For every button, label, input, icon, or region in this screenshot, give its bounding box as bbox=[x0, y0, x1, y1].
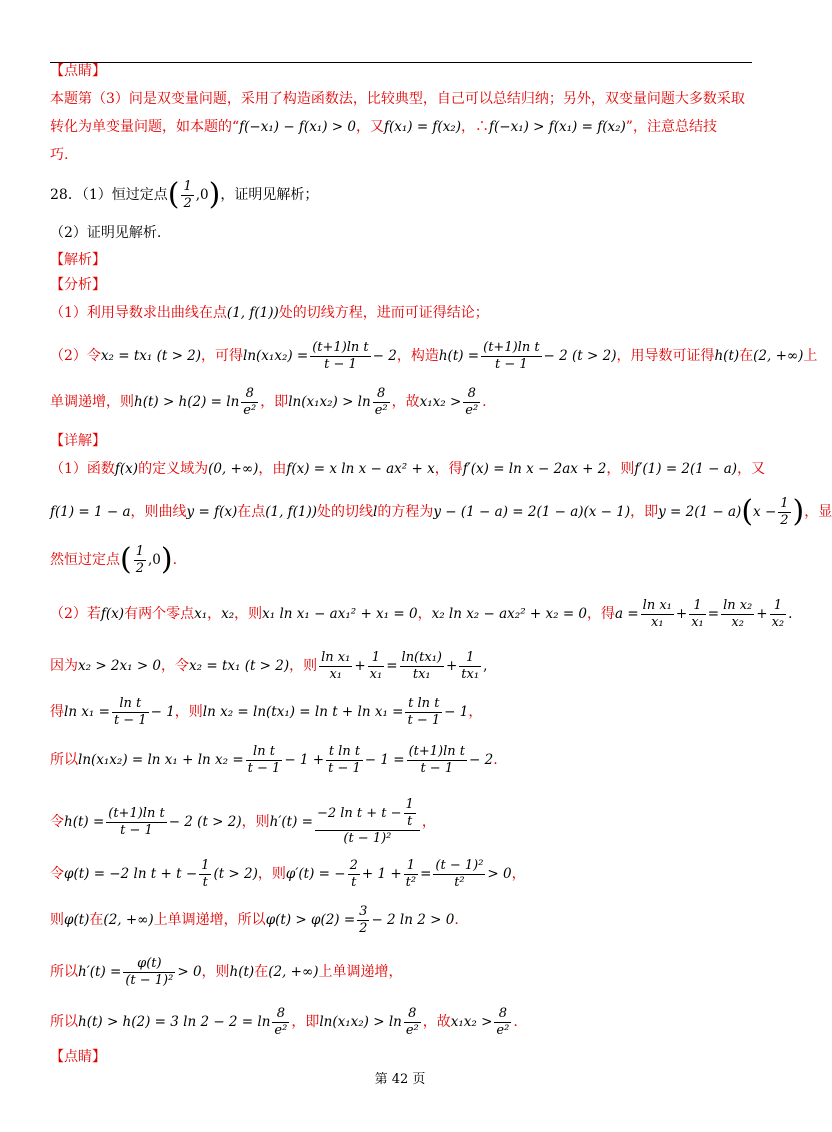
fraction bbox=[272, 1006, 289, 1039]
analysis-text: ，即 bbox=[260, 394, 289, 410]
math-expr: h(t) bbox=[714, 348, 740, 364]
math-expr: x − bbox=[753, 504, 777, 520]
numerator: 2 bbox=[349, 857, 358, 873]
math-expr: h(t) > h(2) = ln bbox=[134, 394, 240, 410]
math-expr: h(t) > h(2) = 3 ln 2 − 2 = ln bbox=[78, 1014, 271, 1030]
detail-line-11 bbox=[50, 954, 752, 990]
analysis-text: ，用导数可证得 bbox=[616, 348, 715, 364]
detail-text: 令 bbox=[50, 814, 64, 830]
math-expr: ln(x₁x₂) > ln bbox=[319, 1014, 402, 1030]
plus-sign: + bbox=[445, 658, 458, 674]
detail-text: 在点 bbox=[237, 504, 266, 520]
answer-text: ，证明见解析； bbox=[220, 187, 319, 203]
math-expr: f(x₁) = f(x₂) bbox=[383, 119, 461, 135]
equals-sign: = bbox=[386, 658, 398, 674]
detail-text: ，则 bbox=[606, 461, 635, 477]
denominator: (t − 1)² bbox=[125, 972, 174, 988]
answer-28-part1 bbox=[50, 178, 752, 212]
denominator: tx₁ bbox=[461, 666, 480, 682]
answer-text: （2）证明见解析. bbox=[50, 225, 162, 241]
detail-line-1 bbox=[50, 460, 766, 478]
denominator: x₂ bbox=[771, 614, 785, 630]
detail-text: 在 bbox=[254, 964, 269, 980]
numerator bbox=[315, 797, 420, 831]
math-expr: (1, f(1)) bbox=[265, 504, 318, 520]
math-expr: y = 2(1 − a) bbox=[658, 504, 742, 520]
tip-heading-text: 【点睛】 bbox=[50, 63, 106, 79]
detail-text: 处的切线 bbox=[317, 504, 374, 520]
fraction bbox=[433, 858, 485, 891]
fraction bbox=[407, 744, 467, 777]
math-expr: − 2 (t > 2) bbox=[168, 814, 242, 830]
numerator: 8 bbox=[494, 1006, 511, 1023]
section-heading: 【点睛】 bbox=[50, 1049, 106, 1065]
analysis-text: ，可得 bbox=[201, 348, 244, 364]
detail-line-3 bbox=[50, 542, 752, 578]
fraction bbox=[319, 650, 352, 683]
math-expr: ln x₁ = bbox=[64, 704, 110, 720]
math-expr: (t > 2) bbox=[213, 866, 258, 882]
detail-line-6 bbox=[50, 694, 752, 730]
math-expr: ln(x₁x₂) = ln x₁ + ln x₂ = bbox=[78, 752, 244, 768]
fenxi-line-3 bbox=[50, 384, 752, 420]
detail-text: ，令 bbox=[161, 658, 190, 674]
math-expr: y − (1 − a) = 2(1 − a)(x − 1) bbox=[433, 504, 631, 520]
denominator: x₁ bbox=[329, 666, 343, 682]
denominator: t − 1 bbox=[247, 760, 281, 776]
detail-text: 所以 bbox=[50, 1014, 78, 1030]
numerator: 1 bbox=[183, 178, 192, 194]
detail-text: 的方程为 bbox=[377, 504, 434, 520]
detail-text: 所以 bbox=[50, 752, 78, 768]
numerator: 1 bbox=[770, 598, 787, 615]
fraction bbox=[123, 956, 175, 989]
tip-text: ，又 bbox=[355, 119, 384, 135]
numerator: (t+1)ln t bbox=[483, 339, 540, 355]
math-expr: l bbox=[373, 504, 378, 520]
numerator: 1 bbox=[368, 650, 385, 667]
math-expr: ln x₂ = ln(tx₁) = ln t + ln x₁ = bbox=[202, 704, 404, 720]
xiangjie-heading bbox=[50, 432, 752, 450]
detail-line-10 bbox=[50, 902, 752, 938]
fraction bbox=[106, 806, 166, 839]
numerator: 1 bbox=[780, 495, 789, 511]
detail-text: ， bbox=[511, 866, 526, 882]
numerator: ln t bbox=[246, 744, 283, 761]
detail-text: . bbox=[172, 552, 178, 568]
numerator: ln x₂ bbox=[723, 597, 753, 613]
tip2-heading bbox=[50, 1048, 752, 1066]
math-expr: h′(t) = bbox=[78, 964, 122, 980]
detail-text: . bbox=[454, 912, 459, 928]
math-expr: − 2 ln 2 > 0 bbox=[371, 912, 455, 928]
analysis-text: 处的切线方程，进而可证得结论； bbox=[278, 305, 489, 321]
denominator: e² bbox=[243, 402, 257, 418]
denominator: 2 bbox=[359, 920, 368, 936]
detail-text: . bbox=[513, 1014, 518, 1030]
detail-text: ，即 bbox=[291, 1014, 320, 1030]
denominator: e² bbox=[274, 1022, 288, 1038]
math-expr: x₁ bbox=[194, 606, 208, 622]
numerator: ln t bbox=[112, 696, 149, 713]
denominator: x₁ bbox=[691, 614, 704, 630]
math-expr: − 1 bbox=[444, 704, 469, 720]
numerator: (t+1)ln t bbox=[108, 805, 165, 821]
fraction bbox=[357, 904, 369, 937]
numerator: 1 bbox=[459, 650, 481, 667]
paren-left: ( bbox=[120, 542, 132, 577]
denominator: t − 1 bbox=[495, 356, 528, 372]
numerator: 8 bbox=[404, 1006, 421, 1023]
math-expr: − 1 + bbox=[284, 752, 325, 768]
math-expr: (2, +∞) bbox=[753, 348, 804, 364]
denominator: t bbox=[202, 874, 208, 890]
denominator: t − 1 bbox=[328, 760, 361, 776]
detail-line-2 bbox=[50, 494, 832, 530]
numerator: (t − 1)² bbox=[435, 857, 484, 873]
detail-text: 因为 bbox=[50, 658, 78, 674]
detail-text: 令 bbox=[50, 866, 64, 882]
denominator: t − 1 bbox=[324, 356, 357, 372]
denominator: e² bbox=[496, 1022, 510, 1038]
math-expr: ,0 bbox=[148, 552, 161, 568]
fraction bbox=[199, 858, 211, 891]
math-expr: ,0 bbox=[195, 187, 209, 203]
period: . bbox=[788, 606, 793, 622]
detail-text: ， bbox=[421, 814, 436, 830]
numerator: t ln t bbox=[405, 696, 442, 713]
detail-text: 上单调递增，所以 bbox=[153, 912, 266, 928]
detail-line-7 bbox=[50, 742, 752, 778]
paren-right: ) bbox=[208, 177, 221, 212]
fenxi-heading bbox=[50, 276, 752, 294]
detail-text: ，由 bbox=[258, 461, 287, 477]
fraction bbox=[405, 696, 442, 729]
analysis-text: （1）利用导数求出曲线在点 bbox=[50, 305, 227, 321]
denominator: tx₁ bbox=[412, 666, 431, 682]
numerator: 8 bbox=[373, 386, 390, 403]
math-expr: x₂ = tx₁ (t > 2) bbox=[100, 348, 202, 364]
fraction-half bbox=[778, 496, 790, 529]
tip-line-2 bbox=[50, 118, 752, 136]
denominator: x₁ bbox=[369, 666, 383, 682]
detail-text: 在 bbox=[89, 912, 104, 928]
fraction bbox=[241, 386, 258, 419]
math-expr: h(t) = bbox=[438, 348, 480, 364]
math-expr: x₂ bbox=[221, 606, 235, 622]
numerator: ln(tx₁) bbox=[401, 649, 442, 665]
numerator: 1 bbox=[405, 797, 414, 812]
math-expr: − 1 bbox=[150, 704, 175, 720]
fraction bbox=[494, 1006, 511, 1039]
paren-left: ( bbox=[167, 177, 180, 212]
plus-sign: + bbox=[756, 606, 768, 622]
equals-sign: = bbox=[707, 606, 720, 622]
numerator: (t+1)ln t bbox=[408, 743, 465, 759]
detail-text: ，得 bbox=[434, 461, 463, 477]
math-expr: y = f(x) bbox=[186, 504, 238, 520]
denominator: 2 bbox=[135, 560, 144, 576]
fraction bbox=[326, 744, 363, 777]
detail-text: 所以 bbox=[50, 964, 78, 980]
numerator: 1 bbox=[135, 543, 144, 559]
paren-right: ) bbox=[792, 494, 805, 529]
tip-text: ，∴ bbox=[461, 119, 489, 135]
math-expr: x₂ ln x₂ − ax₂² + x₂ = 0 bbox=[431, 606, 588, 622]
denominator: t − 1 bbox=[407, 712, 441, 728]
fraction bbox=[368, 650, 385, 683]
numerator: 8 bbox=[463, 386, 480, 403]
fraction bbox=[481, 340, 541, 373]
page-number: 第 42 页 bbox=[374, 1072, 426, 1087]
tip-line-3 bbox=[50, 146, 752, 164]
plus-sign: + bbox=[354, 658, 366, 674]
denominator: 2 bbox=[183, 195, 192, 211]
denominator: t − 1 bbox=[120, 822, 153, 838]
denominator: (t − 1)² bbox=[343, 831, 392, 846]
denominator: t² bbox=[454, 874, 465, 890]
math-expr: f(−x₁) − f(x₁) > 0 bbox=[239, 119, 356, 135]
math-expr: f(x) bbox=[100, 606, 125, 622]
detail-text: 上单调递增， bbox=[318, 964, 403, 980]
detail-text: 则 bbox=[50, 912, 64, 928]
math-expr: (2, +∞) bbox=[103, 912, 154, 928]
math-expr: (2, +∞) bbox=[268, 964, 319, 980]
math-expr: (1, f(1)) bbox=[226, 305, 279, 321]
numerator: 8 bbox=[272, 1006, 289, 1023]
math-expr: + 1 + bbox=[361, 866, 402, 882]
detail-text: ， bbox=[468, 704, 483, 720]
detail-text: ，则 bbox=[289, 658, 318, 674]
denominator: t − 1 bbox=[113, 712, 147, 728]
tip-text: 巧. bbox=[50, 147, 69, 163]
denominator: x₁ bbox=[651, 614, 664, 630]
answer-28-part2 bbox=[50, 224, 752, 242]
analysis-text: ，构造 bbox=[396, 348, 439, 364]
numerator: 1 bbox=[404, 858, 418, 875]
detail-line-5 bbox=[50, 648, 752, 684]
fraction bbox=[348, 858, 360, 891]
detail-text: 有两个零点 bbox=[124, 606, 195, 622]
math-expr: (0, +∞) bbox=[208, 461, 259, 477]
fraction bbox=[641, 598, 674, 631]
fraction bbox=[463, 386, 480, 419]
math-expr: f(−x₁) > f(x₁) = f(x₂) bbox=[489, 119, 626, 135]
numerator: t ln t bbox=[326, 744, 363, 761]
fraction bbox=[721, 598, 754, 631]
math-expr: > 0 bbox=[177, 964, 202, 980]
detail-text: . bbox=[493, 752, 498, 768]
detail-line-9 bbox=[50, 856, 752, 892]
paren-right: ) bbox=[160, 542, 173, 577]
section-heading: 【分析】 bbox=[50, 277, 106, 293]
denominator: t bbox=[351, 874, 357, 890]
tip-heading bbox=[50, 62, 752, 80]
analysis-text: ，故 bbox=[391, 394, 420, 410]
detail-text: ，则 bbox=[234, 606, 263, 622]
math-expr: φ(t) = −2 ln t + t − bbox=[64, 866, 198, 882]
math-expr: φ′(t) = − bbox=[285, 866, 346, 882]
detail-text: ， bbox=[417, 606, 432, 622]
fraction bbox=[459, 650, 481, 683]
fraction bbox=[246, 744, 283, 777]
tip-text: ”，注意总结技 bbox=[625, 119, 717, 135]
math-expr: x₁x₂ > bbox=[419, 394, 462, 410]
detail-text: 然恒过定点 bbox=[50, 552, 120, 568]
detail-text: （1）函数 bbox=[50, 461, 115, 477]
math-expr: a = bbox=[615, 606, 639, 622]
analysis-text: 上 bbox=[803, 348, 818, 364]
detail-line-4 bbox=[50, 596, 793, 632]
tip-text: 本题第（3）问是双变量问题，采用了构造函数法，比较典型，自己可以总结归纳；另外，双变量问题大多数采取 bbox=[50, 91, 745, 107]
fraction bbox=[689, 598, 706, 631]
math-expr: h(t) = bbox=[64, 814, 105, 830]
denominator: t bbox=[407, 814, 413, 829]
math-expr: φ(t) > φ(2) = bbox=[265, 912, 356, 928]
math-expr: − 2 bbox=[372, 348, 397, 364]
detail-line-12 bbox=[50, 1004, 752, 1040]
math-expr: f(1) = 1 − a bbox=[50, 504, 131, 520]
math-expr: − 1 = bbox=[364, 752, 405, 768]
numerator-text: −2 ln t + t − bbox=[316, 806, 402, 821]
numerator: φ(t) bbox=[123, 956, 175, 973]
math-expr: f′(x) = ln x − 2ax + 2 bbox=[462, 461, 607, 477]
math-expr: x₂ > 2x₁ > 0 bbox=[78, 658, 162, 674]
denominator: t − 1 bbox=[420, 760, 454, 776]
section-heading: 【解析】 bbox=[50, 252, 106, 268]
detail-text: ，则 bbox=[174, 704, 203, 720]
math-expr: f(x) bbox=[114, 461, 139, 477]
numerator: ln x₁ bbox=[321, 649, 351, 665]
math-expr: f′(1) = 2(1 − a) bbox=[634, 461, 738, 477]
math-expr: x₁ ln x₁ − ax₁² + x₁ = 0 bbox=[262, 606, 418, 622]
detail-text: 得 bbox=[50, 704, 64, 720]
numerator: 1 bbox=[201, 857, 210, 873]
fraction bbox=[112, 696, 149, 729]
detail-text: （2）若 bbox=[50, 606, 101, 622]
fraction bbox=[404, 858, 418, 891]
denominator: x₂ bbox=[731, 614, 744, 630]
denominator: 2 bbox=[780, 512, 789, 528]
math-expr: x₂ = tx₁ (t > 2) bbox=[189, 658, 290, 674]
numerator: ln x₁ bbox=[642, 597, 672, 613]
detail-text: ，则 bbox=[257, 866, 286, 882]
fraction bbox=[770, 598, 787, 631]
analysis-heading bbox=[50, 251, 752, 269]
fenxi-line-1 bbox=[50, 304, 752, 322]
math-expr: ln(x₁x₂) > ln bbox=[288, 394, 371, 410]
math-expr: = bbox=[420, 866, 432, 882]
tip-line-1 bbox=[50, 90, 752, 108]
fraction bbox=[373, 386, 390, 419]
detail-text: ，则曲线 bbox=[130, 504, 187, 520]
fraction bbox=[400, 650, 444, 683]
detail-text: ，得 bbox=[587, 606, 616, 622]
fraction bbox=[404, 797, 416, 830]
math-expr: ln(x₁x₂) = bbox=[243, 348, 309, 364]
section-heading: 【详解】 bbox=[50, 433, 106, 449]
math-expr: φ(t) bbox=[64, 912, 90, 928]
analysis-text: （2）令 bbox=[50, 348, 101, 364]
fenxi-line-2 bbox=[50, 338, 818, 374]
detail-line-8 bbox=[50, 796, 752, 848]
fraction-half bbox=[181, 179, 193, 212]
detail-text: ，即 bbox=[630, 504, 659, 520]
numerator: 3 bbox=[359, 903, 368, 919]
paren-left: ( bbox=[741, 494, 754, 529]
denominator: e² bbox=[465, 402, 479, 418]
math-expr: > 0 bbox=[487, 866, 512, 882]
analysis-text: 单调递增，则 bbox=[50, 394, 134, 410]
fraction-nested bbox=[315, 797, 420, 847]
analysis-text: 在 bbox=[739, 348, 754, 364]
plus-sign: + bbox=[675, 606, 688, 622]
detail-text: ，则 bbox=[241, 814, 270, 830]
answer-text: 28．（1）恒过定点 bbox=[50, 187, 168, 203]
detail-text: ，则 bbox=[201, 964, 230, 980]
denominator: t² bbox=[405, 874, 417, 890]
denominator: e² bbox=[405, 1022, 419, 1038]
math-expr: f(x) = x ln x − ax² + x bbox=[286, 461, 435, 477]
analysis-text: . bbox=[482, 394, 487, 410]
numerator: 8 bbox=[241, 386, 258, 403]
math-expr: h(t) bbox=[229, 964, 255, 980]
numerator: (t+1)ln t bbox=[312, 339, 369, 355]
detail-text: 的定义域为 bbox=[138, 461, 209, 477]
detail-text: ，故 bbox=[422, 1014, 451, 1030]
fraction bbox=[310, 340, 370, 373]
math-expr: − 2 (t > 2) bbox=[543, 348, 617, 364]
fraction-half bbox=[134, 544, 146, 577]
detail-text: ，显 bbox=[804, 504, 832, 520]
comma: , bbox=[483, 658, 488, 674]
math-expr: x₁x₂ > bbox=[450, 1014, 493, 1030]
numerator: 1 bbox=[689, 598, 706, 615]
denominator: e² bbox=[374, 402, 388, 418]
detail-text: ，又 bbox=[737, 461, 766, 477]
detail-text: ， bbox=[207, 606, 222, 622]
math-expr: h′(t) = bbox=[269, 814, 313, 830]
math-expr: − 2 bbox=[468, 752, 494, 768]
tip-text: 转化为单变量问题，如本题的“ bbox=[50, 119, 240, 135]
fraction bbox=[404, 1006, 421, 1039]
